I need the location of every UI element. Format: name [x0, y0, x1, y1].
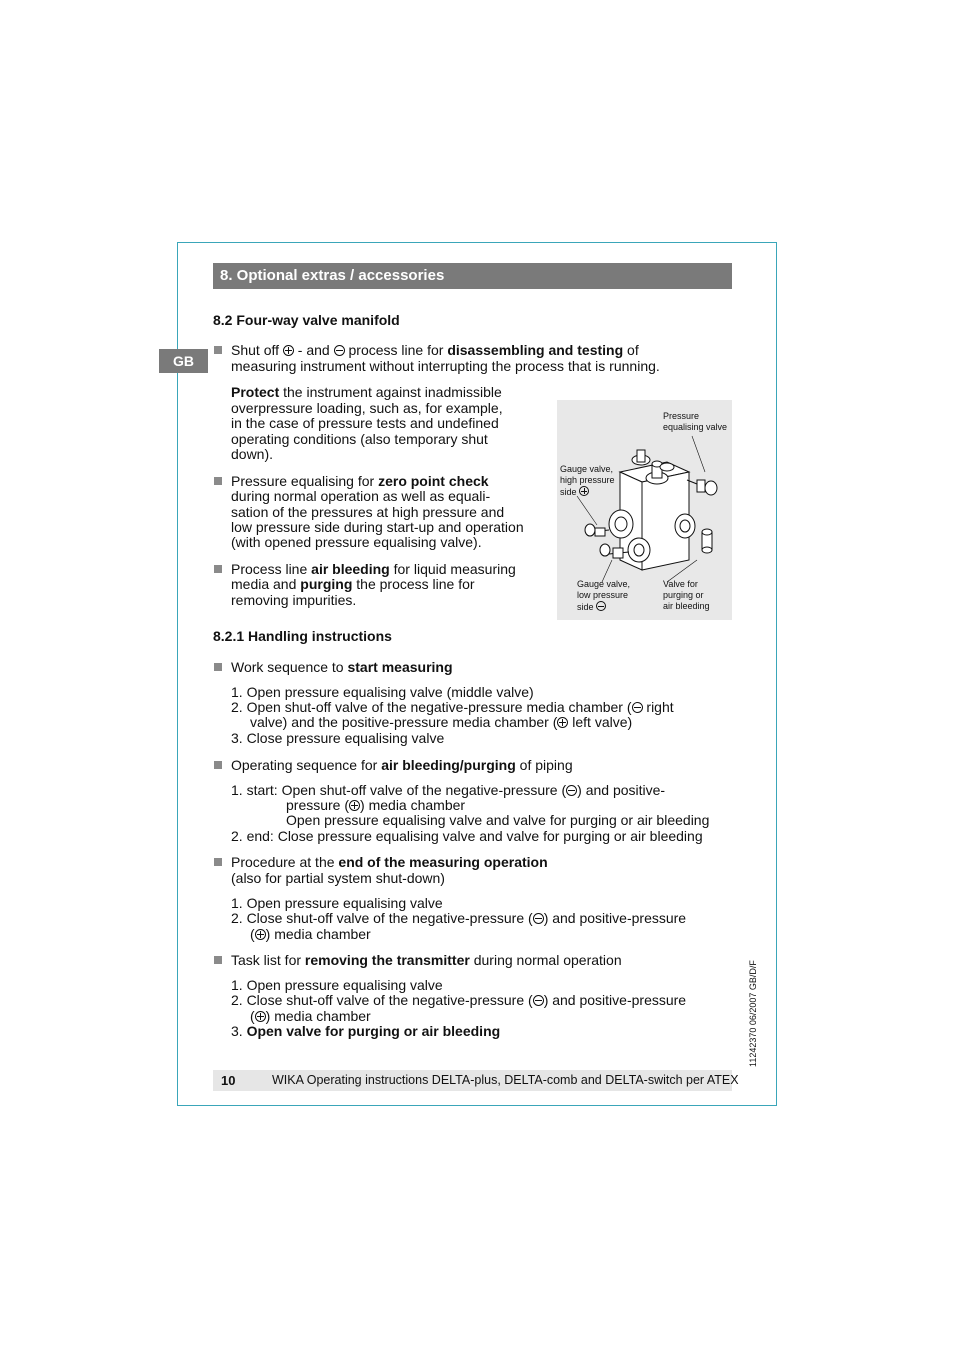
zero-point-line2: during normal operation as well as equali- [231, 488, 491, 504]
valve-manifold-figure [557, 400, 732, 620]
bleed-step-start-cont2: Open pressure equalising valve and valve for purging or air bleeding [286, 812, 710, 828]
protect-line2: overpressure loading, such as, for example, [231, 400, 503, 416]
end-step-2: 2. Close shut-off valve of the negative-pressure ( ) and positive-pressure [231, 910, 687, 926]
zero-point-line4: low pressure side during start-up and operation [231, 519, 524, 535]
bullet-marker [214, 565, 222, 573]
bullet-marker [214, 956, 222, 964]
end-measuring-line2: (also for partial system shut-down) [231, 870, 445, 886]
plus-circle-icon [283, 345, 294, 356]
protect-line3: in the case of pressure tests and undefined [231, 415, 499, 431]
heading-8-2: 8.2 Four-way valve manifold [213, 312, 400, 328]
plus-circle-icon [579, 486, 589, 496]
minus-circle-icon [566, 785, 577, 796]
caption-gauge-valve-high: Gauge valve, high pressure side [560, 464, 615, 497]
plus-circle-icon [557, 717, 568, 728]
bullet-marker [214, 663, 222, 671]
plus-circle-icon [255, 929, 266, 940]
zero-point-line5: (with opened pressure equalising valve). [231, 534, 482, 550]
start-step-3: 3. Close pressure equalising valve [231, 730, 445, 746]
bullet-zero-point: Pressure equalising for zero point check [231, 473, 489, 489]
start-step-1: 1. Open pressure equalising valve (middle valve) [231, 684, 534, 700]
remove-step-1: 1. Open pressure equalising valve [231, 977, 443, 993]
protect-line5: down). [231, 446, 274, 462]
start-step-2-cont: valve) and the positive-pressure media chamber ( left valve) [250, 714, 633, 730]
language-tab: GB [159, 349, 208, 373]
plus-circle-icon [255, 1011, 266, 1022]
bleed-step-end: 2. end: Close pressure equalising valve and valve for purging or air bleeding [231, 828, 703, 844]
remove-transmitter-title: Task list for removing the transmitter during normal operation [231, 952, 622, 968]
air-bleeding-line2: media and purging the process line for [231, 576, 475, 592]
minus-circle-icon [533, 995, 544, 1006]
end-measuring-title: Procedure at the end of the measuring operation [231, 854, 548, 870]
bleed-step-start: 1. start: Open shut-off valve of the negative-pressure ( ) and positive- [231, 782, 666, 798]
minus-circle-icon [632, 702, 643, 713]
heading-8-2-1: 8.2.1 Handling instructions [213, 628, 392, 644]
minus-circle-icon [533, 913, 544, 924]
bleed-step-start-cont: pressure ( ) media chamber [286, 797, 466, 813]
air-bleeding-purging-title: Operating sequence for air bleeding/purging of piping [231, 757, 573, 773]
bullet-marker [214, 346, 222, 354]
bullet-marker [214, 477, 222, 485]
plus-circle-icon [349, 800, 360, 811]
document-id: 11242370 06/2007 GB/D/F [748, 960, 758, 1067]
minus-circle-icon [334, 345, 345, 356]
caption-gauge-valve-low: Gauge valve, low pressure side [577, 579, 631, 612]
remove-step-2: 2. Close shut-off valve of the negative-pressure ( ) and positive-pressure [231, 992, 687, 1008]
section-title: 8. Optional extras / accessories [213, 263, 732, 289]
air-bleeding-line3: removing impurities. [231, 592, 357, 608]
bullet-shut-off: Shut off - and process line for disassembling and testing of [231, 342, 639, 358]
end-step-1: 1. Open pressure equalising valve [231, 895, 443, 911]
caption-purging-valve: Valve for purging or air bleeding [663, 579, 710, 611]
start-measuring-title: Work sequence to start measuring [231, 659, 453, 675]
page-number: 10 [221, 1073, 236, 1088]
end-step-2-cont: ( ) media chamber [250, 926, 371, 942]
remove-step-2-cont: ( ) media chamber [250, 1008, 371, 1024]
bullet-marker [214, 761, 222, 769]
protect-line1: Protect the instrument against inadmissible [231, 384, 502, 400]
footer-text: WIKA Operating instructions DELTA-plus, DELTA-comb and DELTA-switch per ATEX [272, 1073, 739, 1087]
start-step-2: 2. Open shut-off valve of the negative-pressure media chamber ( right [231, 699, 674, 715]
zero-point-line3: sation of the pressures at high pressure and [231, 504, 505, 520]
minus-circle-icon [596, 601, 606, 611]
remove-step-3: 3. Open valve for purging or air bleeding [231, 1023, 501, 1039]
bullet-marker [214, 858, 222, 866]
caption-pressure-equalising-valve: Pressure equalising valve [663, 411, 728, 432]
bullet-air-bleeding: Process line air bleeding for liquid measuring [231, 561, 516, 577]
bullet-shut-off-line2: measuring instrument without interrupting the process that is running. [231, 358, 660, 374]
protect-line4: operating conditions (also temporary shut [231, 431, 488, 447]
